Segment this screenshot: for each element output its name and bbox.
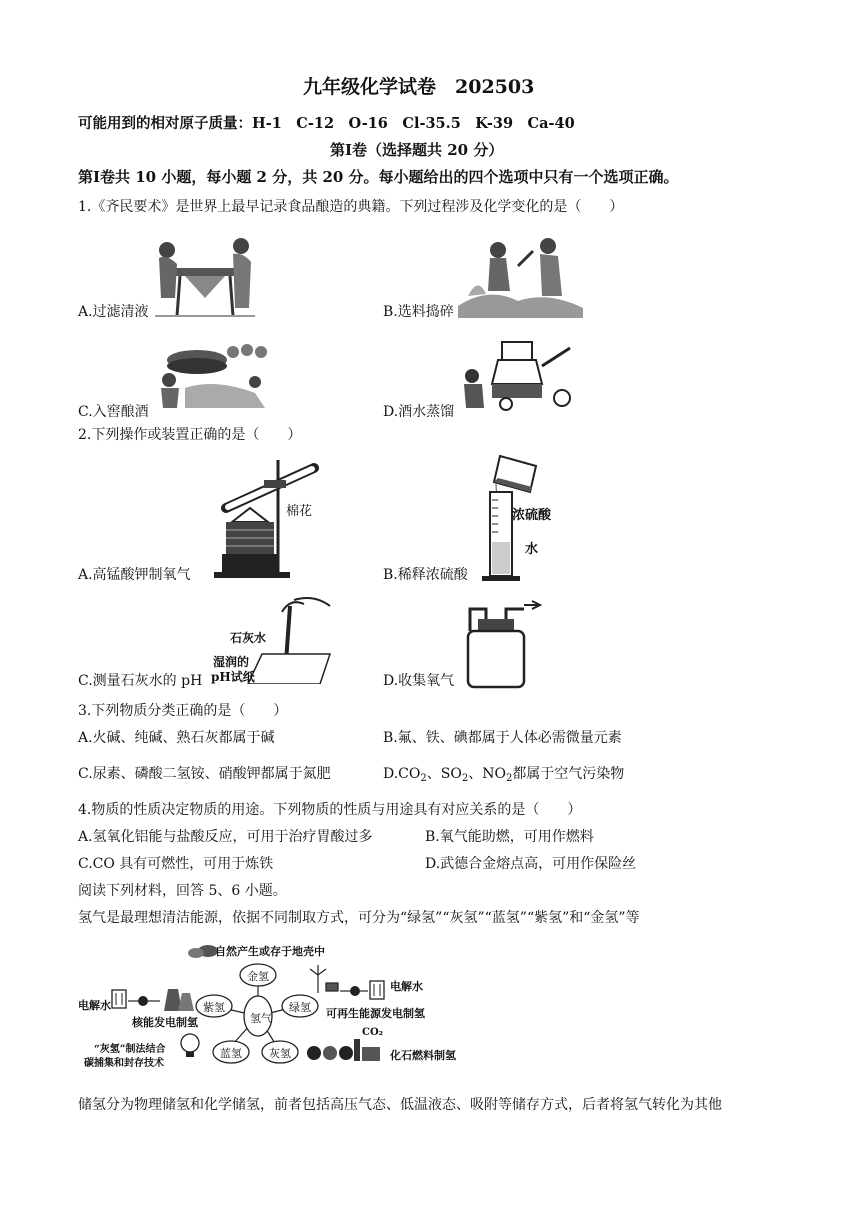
q2-option-d: D.收集氧气: [383, 673, 455, 689]
diagram-node-gold: 金氢: [247, 970, 269, 983]
q4-option-d: D.武德合金熔点高，可用作保险丝: [425, 856, 637, 872]
fossil-fuel-icon: [307, 1039, 380, 1061]
q3-option-d-mid1: 、SO: [426, 766, 462, 782]
q2-label-water: 水: [525, 542, 539, 557]
section-title: 第Ⅰ卷（选择题共 20 分）: [330, 141, 504, 159]
diagram-top-label: 自然产生或存于地壳中: [215, 945, 325, 958]
q1-option-c: C.入窖酿酒: [78, 404, 149, 420]
diagram-grey-note-2: 碳捕集和封存技术: [84, 1058, 164, 1069]
q3-option-d-prefix: D.CO: [383, 766, 421, 782]
diagram-co2-label: CO₂: [362, 1027, 384, 1038]
section-instructions: 第Ⅰ卷共 10 小题，每小题 2 分，共 20 分。每小题给出的四个选项中只有一个选项正确。: [78, 168, 679, 186]
q3-option-a: A.火碱、纯碱、熟石灰都属于碱: [78, 730, 275, 746]
diagram-node-green: 绿氢: [289, 1001, 311, 1014]
diagram-electrolysis-left: 电解水: [78, 999, 111, 1012]
q2-label-ph-paper-2: pH试纸: [211, 670, 255, 684]
diagram-center-label: 氢气: [250, 1012, 272, 1025]
atomic-mass-line: 可能用到的相对原子质量：H-1 C-12 O-16 Cl-35.5 K-39 Ca-40: [78, 115, 575, 132]
electrolysis-right-icon: [370, 981, 384, 999]
reading-paragraph-2: 储氢分为物理储氢和化学储氢，前者包括高压气态、低温液态、吸附等储存方式，后者将氢气转化为其他: [78, 1097, 722, 1113]
wind-turbine-icon: [310, 965, 338, 993]
q2-label-ph-paper-1: 湿润的: [213, 655, 250, 669]
q3-option-d-sub1: 2: [420, 773, 427, 784]
q1-figure-a-filtering: [155, 228, 255, 320]
q1-figure-c-fermenting: [155, 338, 270, 410]
q2-option-a: A.高锰酸钾制氧气: [78, 567, 191, 583]
diagram-renewable-label: 可再生能源发电制氢: [326, 1007, 425, 1020]
reading-intro: 阅读下列材料，回答 5、6 小题。: [78, 883, 287, 899]
co2-capture-icon: [181, 1034, 199, 1057]
q3-option-c: C.尿素、磷酸二氢铵、硝酸钾都属于氮肥: [78, 766, 331, 782]
q1-option-a: A.过滤清液: [78, 304, 149, 320]
exam-title: 九年级化学试卷 202503: [303, 76, 535, 98]
plug-icon-right: [350, 986, 360, 996]
q3-option-d-mid2: 、NO: [468, 766, 506, 782]
diagram-electrolysis-right: 电解水: [390, 980, 423, 993]
q2-label-cotton: 棉花: [286, 504, 313, 519]
q3-option-d-suffix: 都属于空气污染物: [512, 766, 625, 782]
q3-option-d-sub2: 2: [461, 773, 469, 784]
electrolysis-left-icon: [112, 990, 126, 1008]
diagram-grey-note-1: “灰氢”制法结合: [94, 1044, 166, 1055]
nuclear-tower-icon: [164, 989, 194, 1011]
q1-figure-b-crushing: [458, 236, 583, 318]
q4-option-b: B.氧气能助燃，可用作燃料: [425, 829, 594, 845]
q2-figure-d-gas-bottle: [460, 595, 542, 690]
diagram-fossil-label: 化石燃料制氢: [390, 1049, 456, 1062]
q1-option-d: D.酒水蒸馏: [383, 404, 455, 420]
q4-option-c: C.CO 具有可燃性，可用于炼铁: [78, 856, 274, 872]
q1-figure-d-distilling: [462, 336, 577, 414]
plug-icon: [138, 996, 148, 1006]
reading-paragraph-1: 氢气是最理想清洁能源，依据不同制取方式，可分为“绿氢”“灰氢”“蓝氢”“紫氢”和“金氢”等: [78, 910, 640, 926]
q2-option-b: B.稀释浓硫酸: [383, 567, 468, 583]
diagram-node-blue: 蓝氢: [220, 1047, 242, 1060]
q4-stem: 4.物质的性质决定物质的用途。下列物质的性质与用途具有对应关系的是（ ）: [78, 802, 582, 818]
diagram-node-grey: 灰氢: [269, 1047, 291, 1060]
q2-label-conc-acid: 浓硫酸: [512, 508, 552, 523]
q3-option-b: B.氟、铁、碘都属于人体必需微量元素: [383, 730, 622, 746]
rock-icon: [188, 945, 218, 958]
q2-option-c: C.测量石灰水的 pH: [78, 673, 203, 689]
q2-label-limewater: 石灰水: [230, 631, 267, 645]
q4-option-a: A.氢氧化铝能与盐酸反应，可用于治疗胃酸过多: [78, 829, 373, 845]
q2-stem: 2.下列操作或装置正确的是（ ）: [78, 427, 302, 443]
diagram-node-purple: 紫氢: [203, 1001, 225, 1014]
q1-option-b: B.选料捣碎: [383, 304, 454, 320]
q1-stem: 1.《齐民要术》是世界上最早记录食品酿造的典籍。下列过程涉及化学变化的是（ ）: [78, 199, 624, 215]
q3-option-d: [383, 765, 624, 783]
q3-option-d-sub3: 2: [505, 773, 513, 784]
diagram-nuclear-label: 核能发电制氢: [132, 1016, 198, 1029]
q3-stem: 3.下列物质分类正确的是（ ）: [78, 703, 288, 719]
